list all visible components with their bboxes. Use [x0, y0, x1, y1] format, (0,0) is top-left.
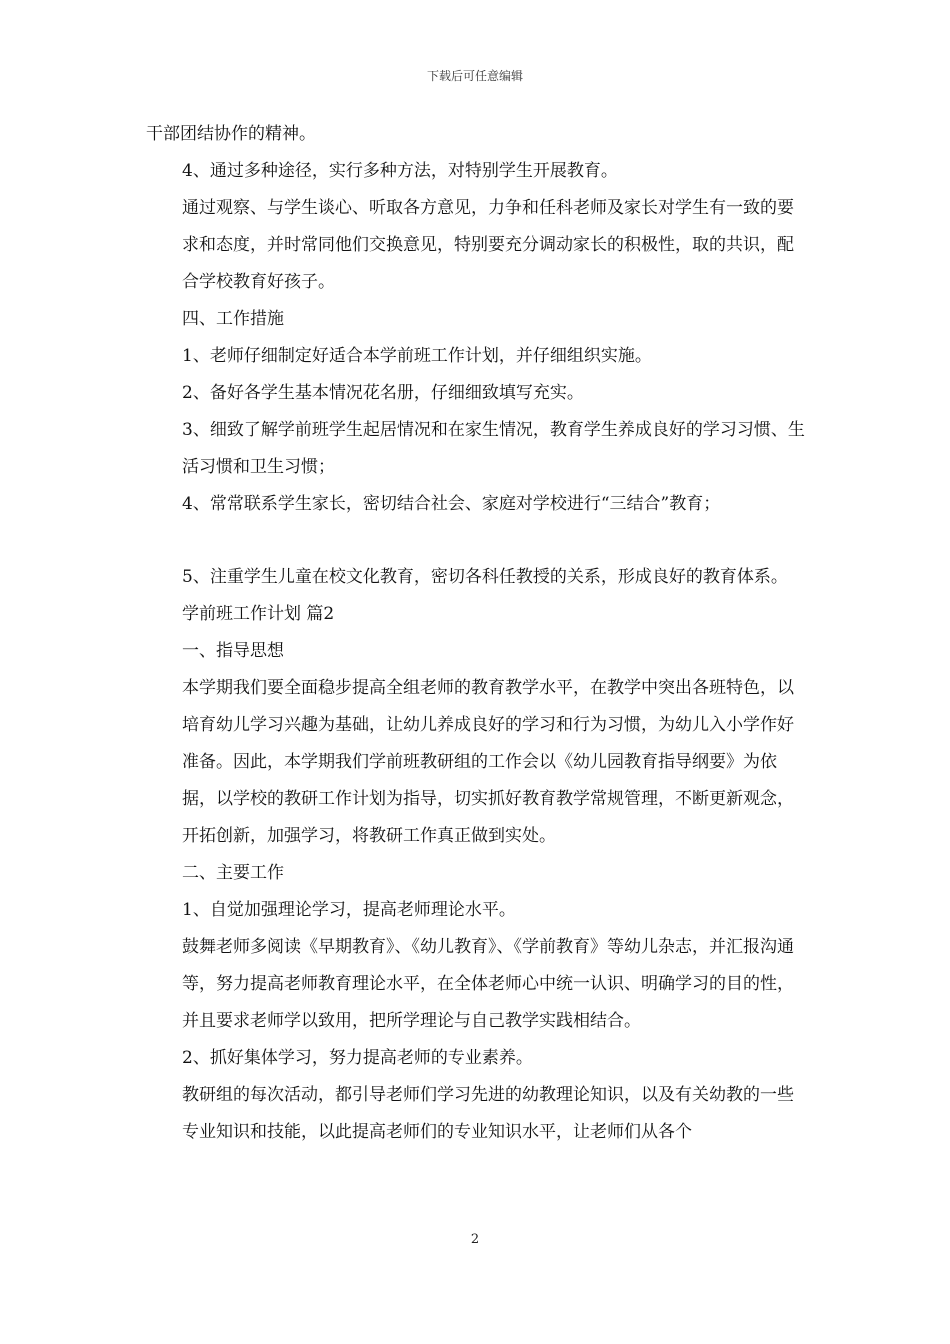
page-number: 2: [470, 1232, 480, 1247]
section-heading: 一、指导思想: [182, 641, 284, 661]
paragraph: 1、自觉加强理论学习，提高老师理论水平。: [182, 900, 516, 920]
paragraph: 2、抓好集体学习，努力提高老师的专业素养。: [182, 1048, 533, 1068]
paragraph: 3、细致了解学前班学生起居情况和在家生情况，教育学生养成良好的学习习惯、生活习惯和卫生习惯；: [182, 420, 805, 477]
section-heading: 四、工作措施: [182, 309, 284, 329]
paragraph: 1、老师仔细制定好适合本学前班工作计划，并仔细组织实施。: [182, 346, 652, 366]
paragraph: 干部团结协作的精神。: [146, 124, 316, 144]
blank-line: [146, 523, 810, 559]
paragraph: 5、注重学生儿童在校文化教育，密切各科任教授的关系，形成良好的教育体系。: [182, 567, 788, 587]
page-header: 下载后可任意编辑: [426, 69, 523, 83]
section-heading: 二、主要工作: [182, 863, 284, 883]
paragraph: 4、常常联系学生家长，密切结合社会、家庭对学校进行“三结合”教育；: [182, 494, 721, 514]
paragraph: 4、通过多种途径，实行多种方法，对特别学生开展教育。: [182, 161, 618, 181]
paragraph: 教研组的每次活动，都引导老师们学习先进的幼教理论知识，以及有关幼教的一些专业知识和技能，以此提高老师们的专业知识水平，让老师们从各个: [182, 1085, 794, 1142]
paragraph: 2、备好各学生基本情况花名册，仔细细致填写充实。: [182, 383, 584, 403]
section-title: 学前班工作计划 篇2: [182, 604, 335, 624]
paragraph: 通过观察、与学生谈心、听取各方意见，力争和任科老师及家长对学生有一致的要求和态度，并时常同他们交换意见，特别要充分调动家长的积极性，取的共识，配合学校教育好孩子。: [182, 198, 794, 292]
paragraph: 本学期我们要全面稳步提高全组老师的教育教学水平，在教学中突出各班特色，以培育幼儿学习兴趣为基础，让幼儿养成良好的学习和行为习惯，为幼儿入小学作好准备。因此，本学期我们学前班教研组的工作会以《幼儿园教育指导纲要》为依据，以学校的教研工作计划为指导，切实抓好教育教学常规管理，不断更新观念，开拓创新，加强学习，将教研工作真正做到实处。: [182, 678, 794, 846]
document-body: [146, 116, 810, 1151]
paragraph: 鼓舞老师多阅读《早期教育》、《幼儿教育》、《学前教育》等幼儿杂志，并汇报沟通等，努力提高老师教育理论水平，在全体老师心中统一认识、明确学习的目的性，并且要求老师学以致用，把所学理论与自己教学实践相结合。: [182, 937, 794, 1031]
